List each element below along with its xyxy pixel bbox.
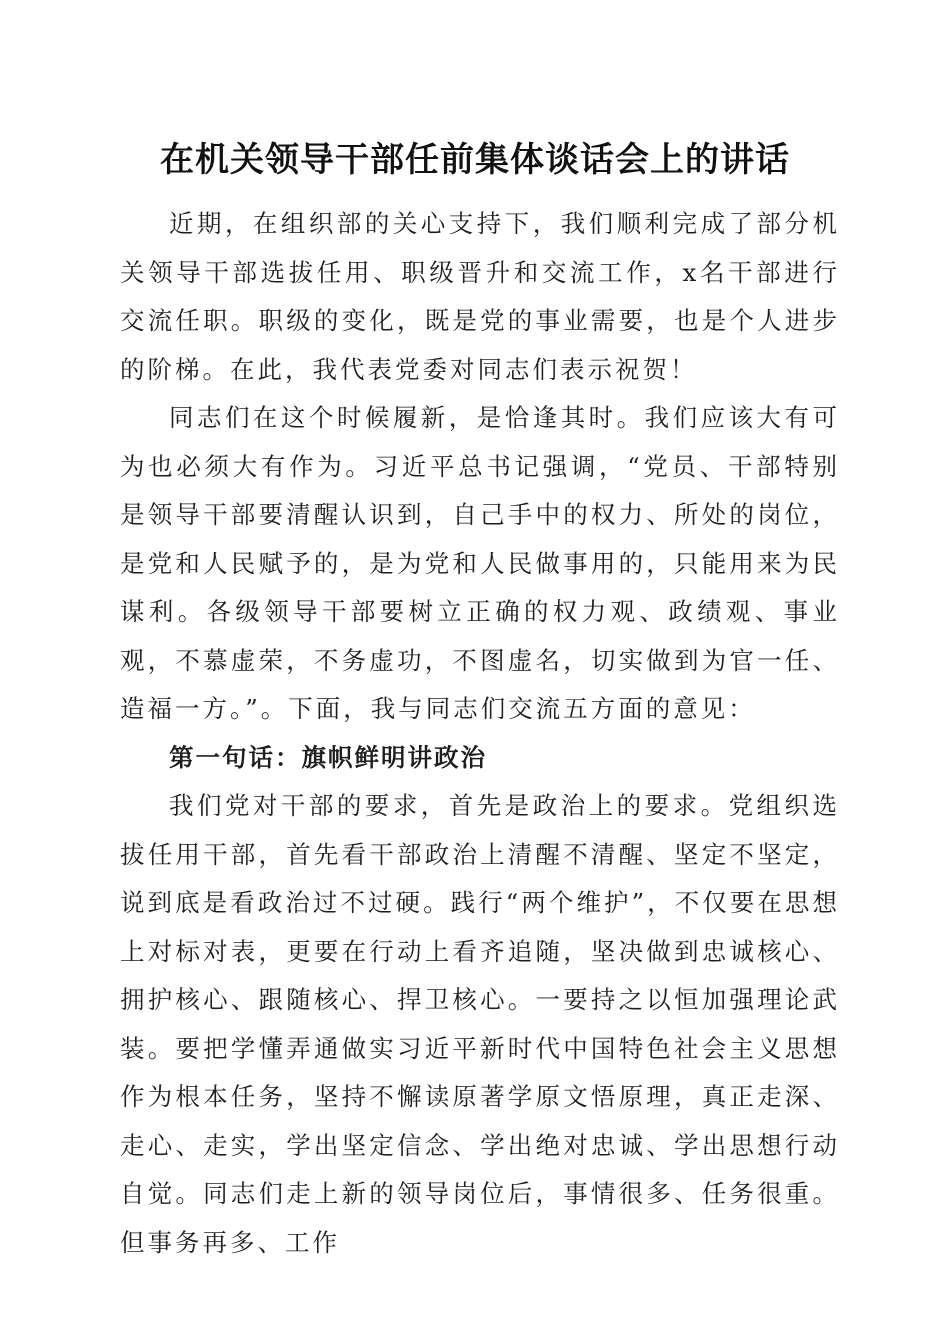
paragraph-politics: 我们党对干部的要求，首先是政治上的要求。党组织选拔任用干部，首先看干部政治上清醒不清醒、坚定不坚定，说到底是看政治过不过硬。践行“两个维护”，不仅要在思想上对标对表，更要在行动上看齐追随，坚决做到忠诚核心、拥护核心、跟随核心、捍卫核心。一要持之以恒加强理论武装。要把学懂弄通做实习近平新时代中国特色社会主义思想作为根本任务，坚持不懈读原著学原文悟原理，真正走深、走心、走实，学出坚定信念、学出绝对忠诚、学出思想行动自觉。同志们走上新的领导岗位后，事情很多、任务很重。但事务再多、工作 bbox=[120, 791, 840, 1257]
document-title: 在机关领导干部任前集体谈话会上的讲话 bbox=[160, 140, 790, 180]
section-heading: 第一句话：旗帜鲜明讲政治 bbox=[169, 742, 487, 772]
document-body bbox=[120, 200, 840, 1267]
paragraph-quote: 同志们在这个时候履新，是恰逢其时。我们应该大有可为也必须大有作为。习近平总书记强调，“党员、干部特别是领导干部要清醒认识到，自己手中的权力、所处的岗位，是党和人民赋予的，是为党和人民做事用的，只能用来为民谋利。各级领导干部要树立正确的权力观、政绩观、事业观，不慕虚荣，不务虚功，不图虚名，切实做到为官一任、造福一方。”。下面，我与同志们交流五方面的意见： bbox=[120, 403, 840, 723]
paragraph-intro: 近期，在组织部的关心支持下，我们顺利完成了部分机关领导干部选拔任用、职级晋升和交流工作，x名干部进行交流任职。职级的变化，既是党的事业需要，也是个人进步的阶梯。在此，我代表党委对同志们表示祝贺！ bbox=[120, 209, 840, 384]
